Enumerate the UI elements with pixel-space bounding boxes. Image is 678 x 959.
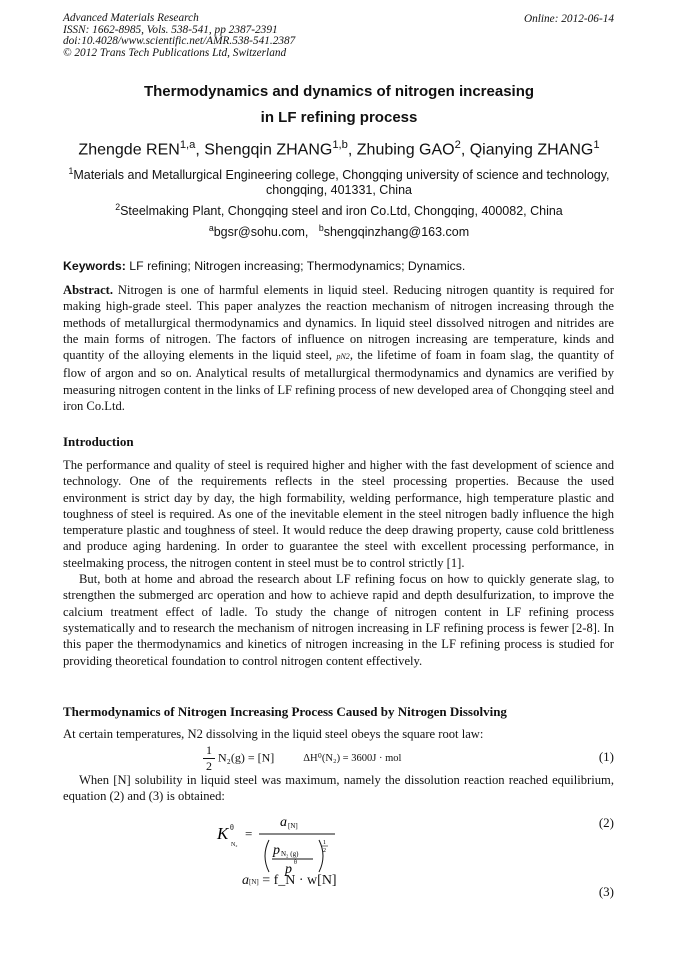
equation-1: [203, 743, 401, 774]
svg-text:N₂ (g): N₂ (g): [281, 850, 299, 858]
aff-text: Steelmaking Plant, Chongqing steel and iron Co.Ltd, Chongqing, 400082, China: [120, 204, 563, 219]
journal-name: Advanced Materials Research: [63, 12, 199, 24]
aff-sup: 2: [115, 202, 121, 212]
section-heading-thermodynamics: Thermodynamics of Nitrogen Increasing Process Caused by Nitrogen Dissolving: [63, 704, 507, 719]
svg-text:a: a: [280, 815, 287, 830]
email-link[interactable]: shengqinzhang@163.com: [323, 225, 470, 240]
eq1-rhs: ΔH⁰(N₂) = 3600J · mol: [303, 753, 402, 765]
svg-text:K: K: [217, 824, 229, 843]
svg-text:N₂: N₂: [231, 842, 238, 848]
email-sup: a: [208, 223, 214, 233]
emails: [40, 221, 638, 240]
eq3-rhs: = f_N · w[N]: [262, 873, 337, 888]
email-sup: b: [318, 223, 324, 233]
affiliation-2: [40, 200, 638, 219]
author-sup: 1,b: [332, 139, 348, 151]
fraction-half: $\frac{1}{2}$: [203, 743, 215, 774]
aff-sup: 1: [68, 166, 74, 176]
journal-header: [63, 13, 295, 59]
introduction-body: [63, 457, 614, 669]
svg-text:[N]: [N]: [288, 822, 298, 830]
author-sup: 2: [454, 139, 461, 151]
aff-text: Materials and Metallurgical Engineering college, Chongqing university of science and technology, chongqing, 401331, China: [73, 168, 610, 197]
keywords-text: LF refining; Nitrogen increasing; Thermodynamics; Dynamics.: [129, 259, 466, 273]
authors: Zhengde REN$^{1,a}$, Shengqin ZHANG$^{1,b}$, Zhubing GAO$^2$, Qianying ZHANG$^1$: [78, 139, 600, 159]
doi: doi:10.4028/www.scientific.net/AMR.538-541.2387: [63, 35, 296, 47]
author-sup: 1: [593, 139, 600, 151]
equation-number-2: (2): [598, 815, 614, 830]
equation-number-1: (1): [598, 749, 614, 764]
title-line-2: in LF refining process: [260, 109, 418, 126]
eq1-lhs: N₂(g) = [N]: [218, 750, 275, 765]
author-name: Shengqin ZHANG: [204, 141, 333, 159]
online-date: Online: 2012-06-14: [523, 13, 614, 25]
svg-text:2: 2: [323, 848, 326, 854]
keywords: [63, 258, 614, 274]
svg-text:p: p: [285, 862, 292, 877]
svg-text:θ: θ: [230, 823, 234, 832]
abstract: [63, 282, 614, 414]
equation-number-3: (3): [598, 884, 614, 899]
svg-text:θ: θ: [294, 860, 297, 866]
equation-2: [215, 806, 415, 878]
author-sup: 1,a: [179, 139, 196, 151]
svg-text:=: =: [245, 826, 253, 841]
equation-3: a[N] = f_N · w[N]: [242, 873, 337, 888]
section-text-1: At certain temperatures, N2 dissolving in the liquid steel obeys the square root law:: [63, 727, 484, 741]
svg-text:p: p: [273, 843, 280, 858]
section-heading-introduction: Introduction: [63, 434, 134, 449]
author-name: Zhubing GAO: [356, 141, 455, 159]
paragraph: The performance and quality of steel is required higher and higher with the fast development of science and technology. One of the requirements reflects in the steel processing properties. Because the used environment is strict day by day, the high formability, welding performance, high temperature plastic and toughness of steel is required. As one of the inevitable element in the steel nitrogen badly influence the high temperature plastic and toughness of steel. It would reduce the deep drawing property, cause cold brittleness and produce aging hardening. In order to guarantee the steel with excellent processing performance, in steelmaking process, the nitrogen content in steel must be to control strictly [1].: [63, 458, 614, 570]
svg-text:1: 1: [323, 840, 326, 846]
author-name: Qianying ZHANG: [469, 141, 594, 159]
copyright: © 2012 Trans Tech Publications Ltd, Switzerland: [63, 46, 287, 59]
affiliation-1: [40, 164, 638, 197]
keywords-label: Keywords:: [63, 259, 126, 273]
abstract-label: Abstract.: [63, 283, 114, 297]
issn: ISSN: 1662-8985, Vols. 538-541, pp 2387-2391: [63, 23, 278, 36]
title-line-1: Thermodynamics and dynamics of nitrogen increasing: [143, 83, 535, 100]
paragraph: But, both at home and abroad the research about LF refining focus on how to quickly generate slag, to strengthen the submerged arc operation and how to achieve rapid and depth desulfurization, to improve the calcium treatment effect of ladle. To study the change of nitrogen content in LF refining process systematically and to research the mechanism of nitrogen increasing in LF refining process is fewer [2-8]. In this paper the thermodynamics and kinetics of nitrogen increasing in the LF refining process is studied for providing theoretical foundation to control nitrogen content effectively.: [63, 572, 614, 668]
email-link[interactable]: bgsr@sohu.com,: [213, 225, 309, 240]
abstract-text: Nitrogen is one of harmful elements in liquid steel. Reducing nitrogen quantity is required for making high-grade steel. This paper analyzes the reaction mechanism of nitrogen increasing through the methods of metallurgical thermodynamics and dynamics. In liquid steel dissolved nitrogen and nitrides are the main forms of nitrogen. The factors of influence on nitrogen increasing are temperature, kinds and quantity of the alloying elements in the liquid steel,: [63, 283, 614, 363]
pressure-symbol: pN2: [336, 352, 350, 362]
author-name: Zhengde REN: [78, 141, 180, 159]
equation-2-graphic: [215, 806, 415, 878]
abstract-text: , the lifetime of foam in foam slag, the quantity of flow of argon and so on. Analytical results of metallurgical thermodynamics and dynamics are verified by measuring nitrogen content in the links of LF refining process of new developed area of Chongqing steel and iron Co.Ltd.: [63, 348, 614, 414]
section-text-2: When [N] solubility in liquid steel was maximum, namely the dissolution reaction reached equilibrium, equation (2) and (3) is obtained:: [63, 773, 614, 804]
paper-title: [0, 79, 678, 131]
